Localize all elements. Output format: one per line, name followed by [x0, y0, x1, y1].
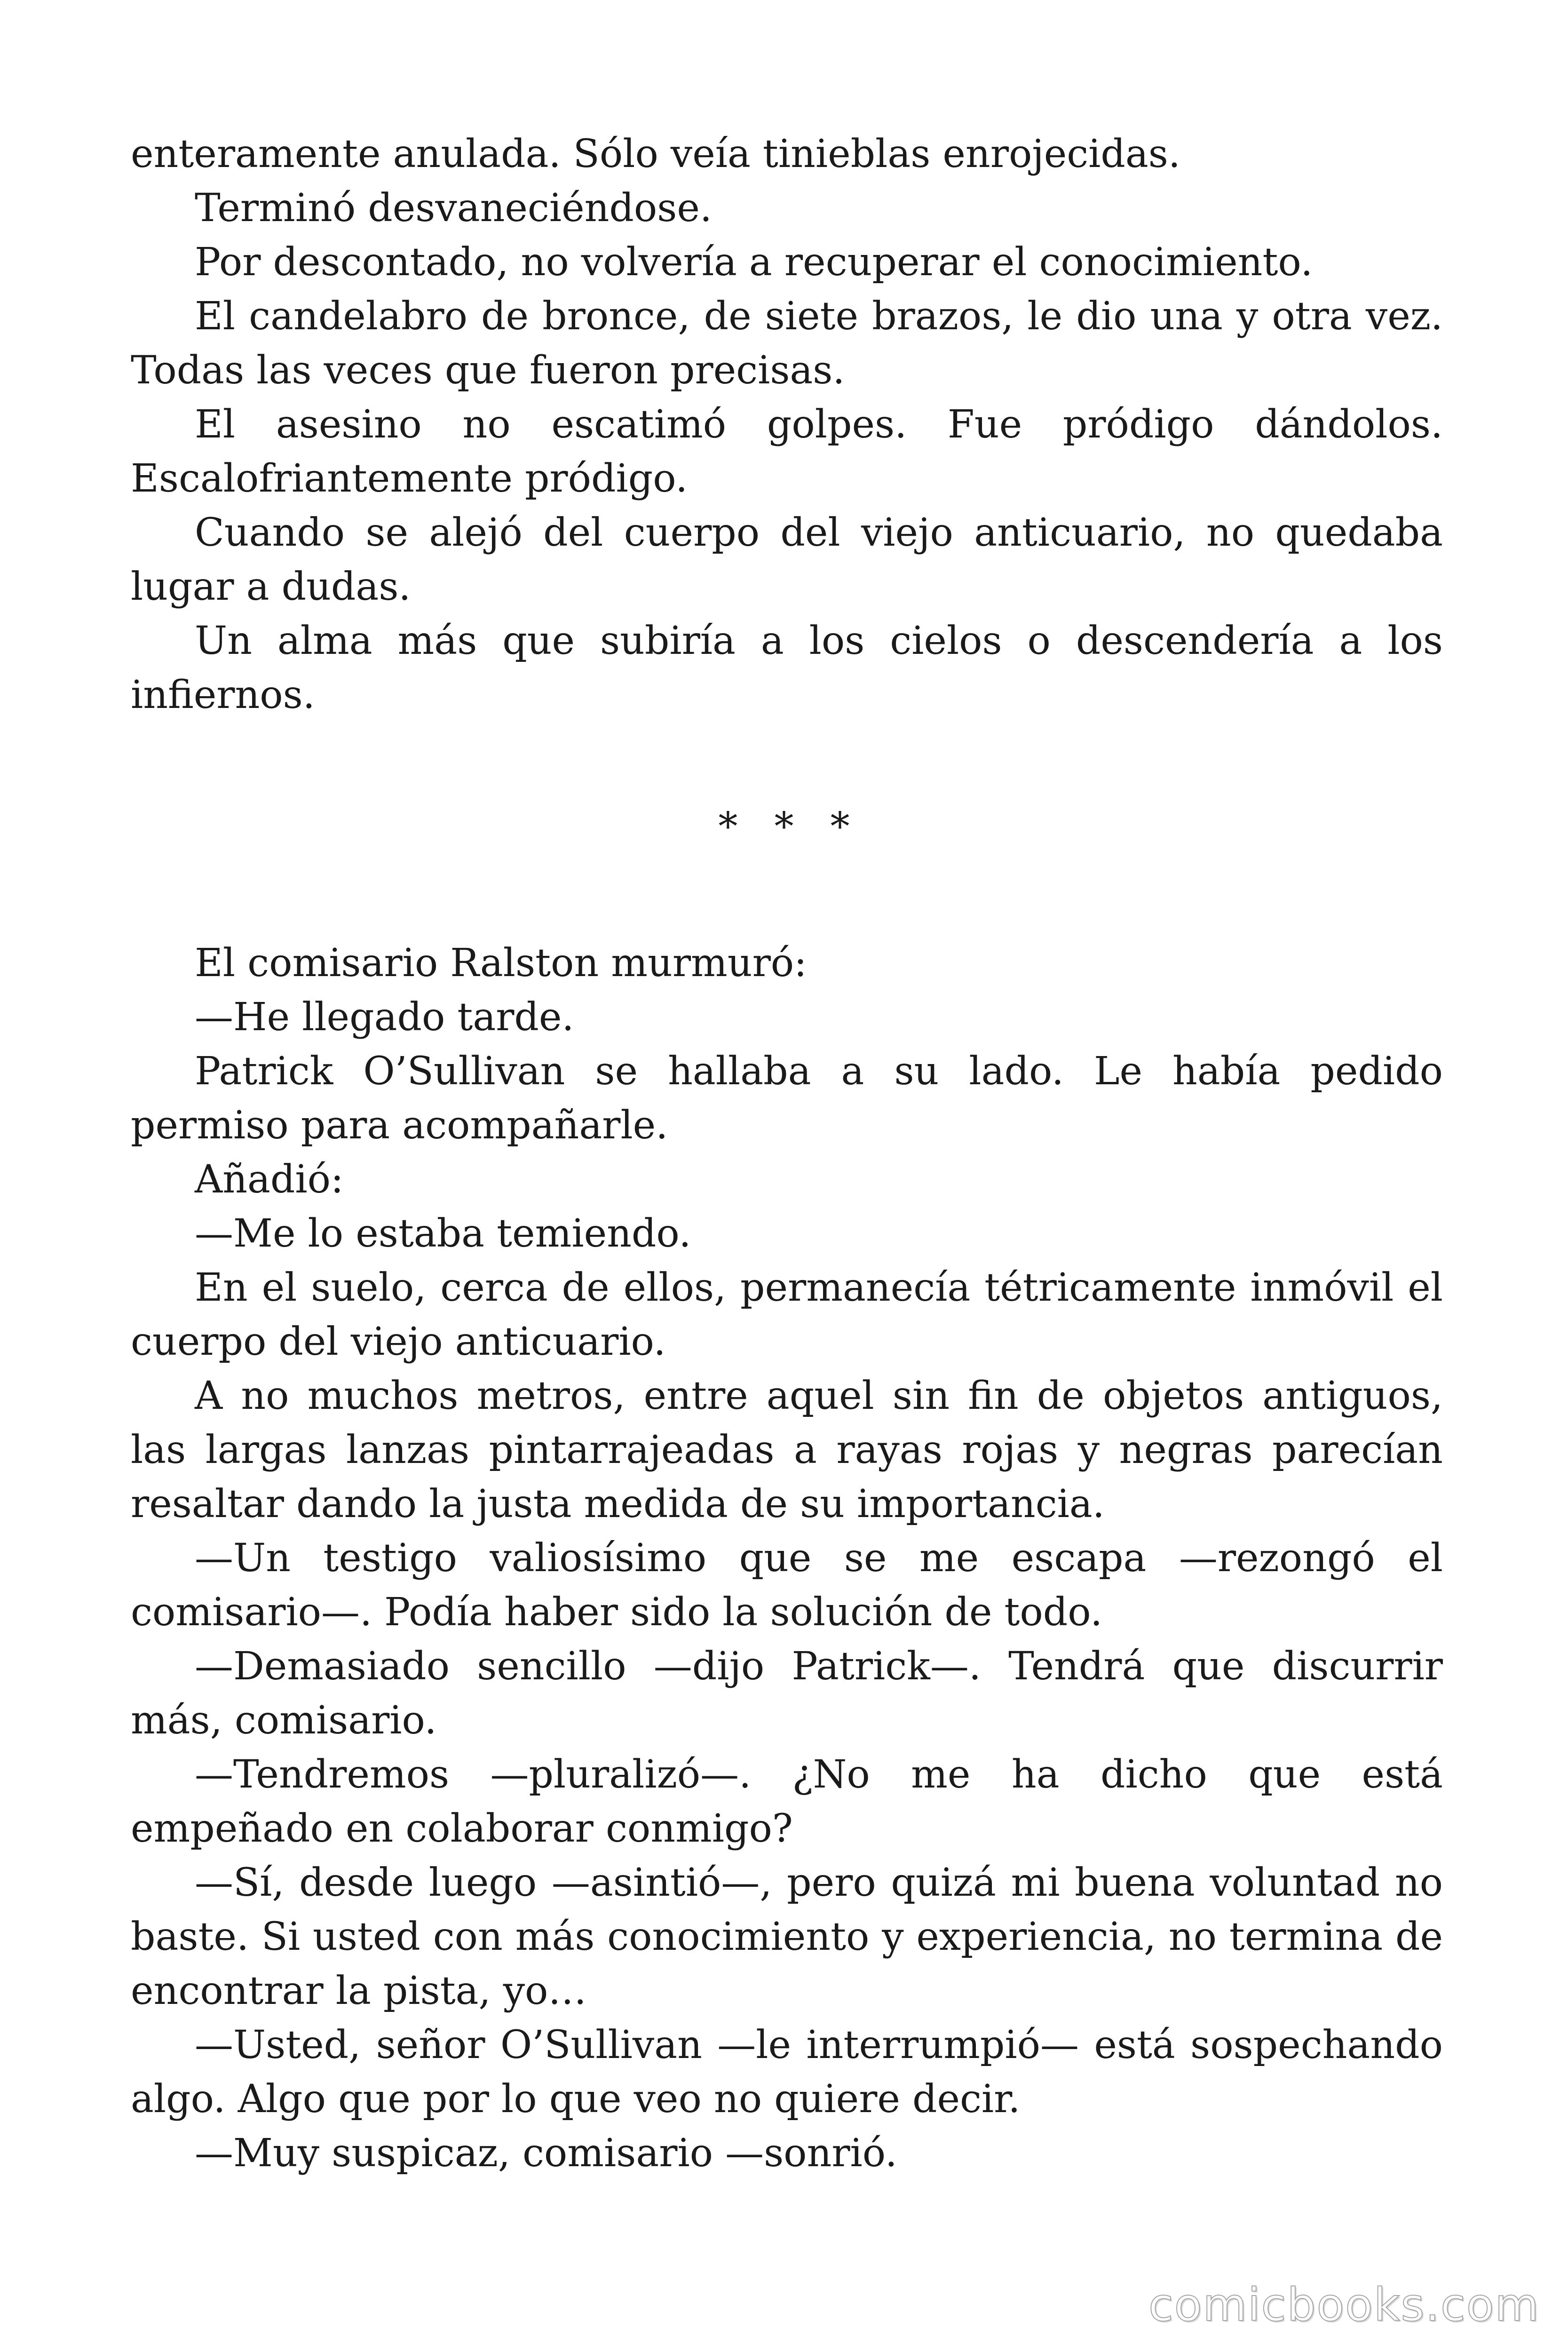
site-watermark: comicbooks.com [1148, 2279, 1540, 2331]
section-separator: * * * [718, 804, 862, 849]
paragraph: A no muchos metros, entre aquel sin fin de objetos antiguos, las largas lanzas pintarrajeadas a rayas rojas y negras parecían resaltar dando la justa medida de su importancia. [131, 1374, 1443, 1526]
paragraph: —Demasiado sencillo —dijo Patrick—. Tendrá que discurrir más, comisario. [131, 1644, 1443, 1743]
paragraph: —Sí, desde luego —asintió—, pero quizá mi buena voluntad no baste. Si usted con más conocimiento y experiencia, no termina de encontrar la pista, yo… [131, 1860, 1443, 2013]
paragraph: Patrick O’Sullivan se hallaba a su lado. Le había pedido permiso para acompañarle. [131, 1049, 1443, 1148]
paragraph: El candelabro de bronce, de siete brazos, le dio una y otra vez. Todas las veces que fueron precisas. [131, 294, 1443, 393]
paragraph: Añadió: [195, 1157, 344, 1202]
paragraph: —He llegado tarde. [195, 995, 574, 1040]
paragraph: Terminó desvaneciéndose. [195, 186, 712, 230]
paragraph: El asesino no escatimó golpes. Fue pródigo dándolos. Escalofriantemente pródigo. [131, 402, 1443, 501]
paragraph: En el suelo, cerca de ellos, permanecía tétricamente inmóvil el cuerpo del viejo anticuario. [131, 1265, 1443, 1364]
paragraph: —Muy suspicaz, comisario —sonrió. [195, 2131, 897, 2176]
paragraph: —Tendremos —pluralizó—. ¿No me ha dicho que está empeñado en colaborar conmigo? [131, 1752, 1443, 1851]
bottom-text-block [131, 936, 1443, 2180]
paragraph: —Me lo estaba temiendo. [195, 1211, 691, 1256]
paragraph: Un alma más que subiría a los cielos o descendería a los infiernos. [131, 619, 1443, 717]
paragraph: —Un testigo valiosísimo que se me escapa —rezongó el comisario—. Podía haber sido la solución de todo. [131, 1536, 1443, 1635]
top-text-block [131, 127, 1443, 722]
paragraph: Cuando se alejó del cuerpo del viejo anticuario, no quedaba lugar a dudas. [131, 510, 1443, 609]
paragraph: El comisario Ralston murmuró: [195, 941, 807, 985]
paragraph: enteramente anulada. Sólo veía tinieblas enrojecidas. [131, 132, 1180, 176]
paragraph: Por descontado, no volvería a recuperar el conocimiento. [195, 240, 1313, 285]
paragraph: —Usted, señor O’Sullivan —le interrumpió— está sospechando algo. Algo que por lo que veo no quiere decir. [131, 2023, 1443, 2122]
